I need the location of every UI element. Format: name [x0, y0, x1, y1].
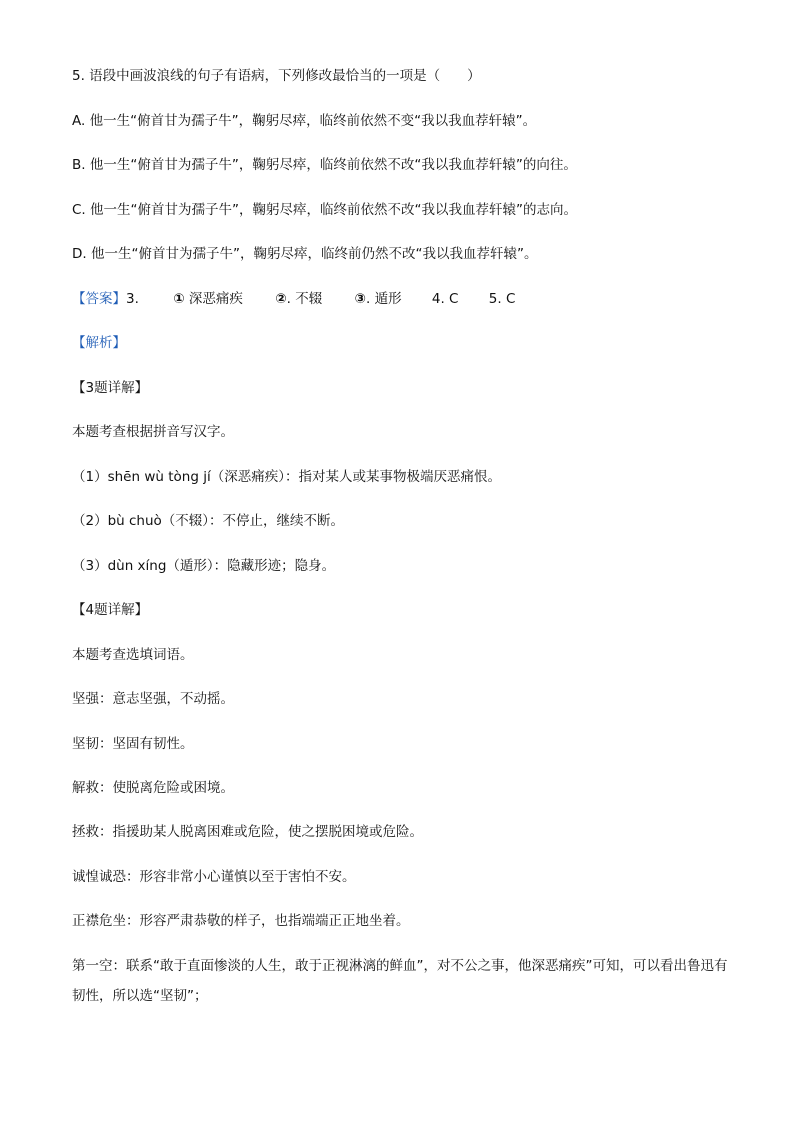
option-text: 他一生“俯首甘为孺子牛”，鞠躬尽瘁，临终前依然不改“我以我血荐轩辕”的向往。: [89, 157, 577, 173]
q4-item-1: 坚强：意志坚强，不动摇。: [72, 691, 234, 707]
circled-2-marker: ②: [275, 291, 287, 307]
answer-item-3: [355, 288, 402, 310]
q4-item-6: 正襟危坐：形容严肃恭敬的样子，也指端端正正地坐着。: [72, 913, 410, 929]
option-b: [72, 154, 732, 176]
circled-1-marker: ①: [173, 291, 185, 307]
q4-item-4: 拯救：指援助某人脱离困难或危险，使之摆脱困境或危险。: [72, 824, 423, 840]
option-a: [72, 110, 732, 132]
option-text: 他一生“俯首甘为孺子牛”，鞠躬尽瘁，临终前依然不改“我以我血荐轩辕”的志向。: [90, 202, 577, 218]
q4-item-2: 坚韧：坚固有韧性。: [72, 736, 194, 752]
circled-3-marker: ③: [354, 291, 366, 307]
answer-item-1: [173, 288, 243, 310]
question-5-stem: 5. 语段中画波浪线的句子有语病，下列修改最恰当的一项是（ ）: [72, 68, 481, 84]
option-text: 他一生“俯首甘为孺子牛”，鞠躬尽瘁，临终前仍然不改“我以我血荐轩辕”。: [90, 246, 538, 262]
option-letter: A.: [72, 113, 86, 129]
q3-item-3: （3）dùn xíng（遁形）：隐藏形迹；隐身。: [72, 558, 336, 574]
option-letter: D.: [72, 246, 87, 262]
answer-tag: 【答案】: [72, 291, 126, 307]
answer-item-text: . 不辍: [286, 291, 323, 307]
answer-q3-label: 3.: [126, 291, 139, 307]
q3-intro: 本题考查根据拼音写汉字。: [72, 424, 234, 440]
answer-item-text: 深恶痛疾: [188, 291, 243, 307]
q3-item-2: （2）bù chuò（不辍）：不停止，继续不断。: [72, 513, 345, 529]
answer-q4: 4. C: [431, 291, 459, 307]
q3-heading: 【3题详解】: [72, 380, 149, 396]
answer-q5: 5. C: [488, 291, 516, 307]
q4-conclusion: 第一空：联系“敢于直面惨淡的人生，敢于正视淋漓的鲜血”，对不公之事，他深恶痛疾”可知，可以看出鲁迅有韧性，所以选“坚韧”；: [72, 958, 728, 1004]
q4-heading: 【4题详解】: [72, 602, 149, 618]
answer-item-text: . 遁形: [365, 291, 402, 307]
option-letter: B.: [72, 157, 86, 173]
q4-item-3: 解救：使脱离危险或困境。: [72, 780, 234, 796]
q3-item-1: （1）shēn wù tòng jí（深恶痛疾）：指对某人或某事物极端厌恶痛恨。: [72, 469, 501, 485]
q4-intro: 本题考查选填词语。: [72, 647, 194, 663]
option-letter: C.: [72, 202, 86, 218]
q4-item-5: 诚惶诚恐：形容非常小心谨慎以至于害怕不安。: [72, 869, 356, 885]
answer-line: [72, 288, 732, 310]
answer-item-2: [275, 288, 322, 310]
option-text: 他一生“俯首甘为孺子牛”，鞠躬尽瘁，临终前依然不变“我以我血荐轩辕”。: [89, 113, 537, 129]
option-c: [72, 199, 732, 221]
option-d: [72, 243, 732, 265]
analysis-tag: 【解析】: [72, 335, 126, 351]
